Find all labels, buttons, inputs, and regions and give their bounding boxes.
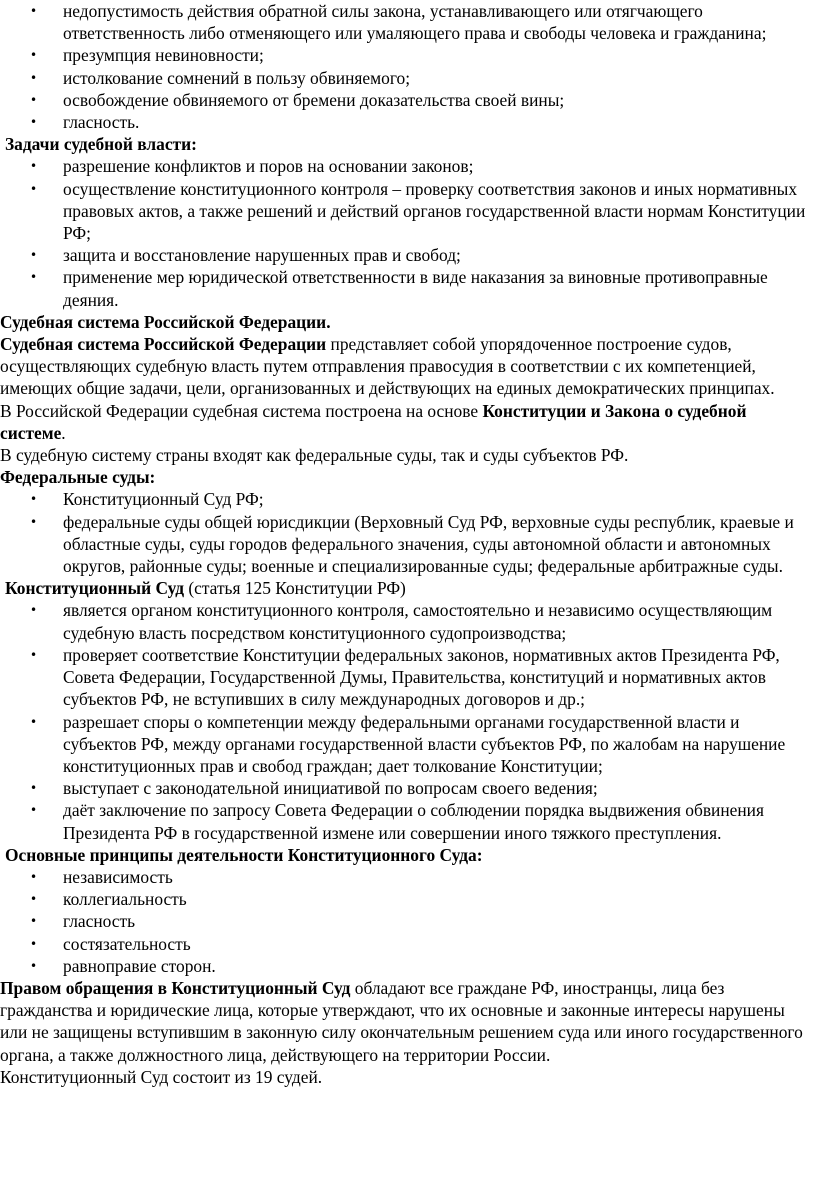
const-court-heading xyxy=(0,577,816,599)
tasks-list xyxy=(0,155,816,310)
list-item: • состязательность xyxy=(0,933,816,955)
list-item: • разрешает споры о компетенции между федеральными органами государственной власти и субъектов РФ, между органами государственной власти субъектов РФ, по жалобам на нарушение конституционных прав и свобод граждан; дает толкование Конституции; xyxy=(0,711,816,778)
list-item: • федеральные суды общей юрисдикции (Верховный Суд РФ, верховные суды республик, краевые и областные суды, суды городов федерального значения, суды автономной области и автономных округов, районные суды; военные и специализированные суды; федеральные арбитражные суды. xyxy=(0,511,816,578)
list-item: • выступает с законодательной инициативой по вопросам своего ведения; xyxy=(0,777,816,799)
list-item: • независимость xyxy=(0,866,816,888)
appeal-paragraph xyxy=(0,977,816,1066)
list-item: • Конституционный Суд РФ; xyxy=(0,488,816,510)
system-text: представляет собой упорядоченное построение судов, осуществляющих судебную власть путем отправления правосудия в соответствии с их компетенцией, имеющих общие задачи, цели, организованных и действующих на единых демократических принципах. xyxy=(0,334,775,399)
federal-heading: Федеральные суды: xyxy=(0,467,156,488)
principles-list xyxy=(0,866,816,977)
principles-list-top xyxy=(0,0,816,133)
list-item: • осуществление конституционного контроля – проверку соответствия законов и иных нормативных правовых актов, а также решений и действий органов государственной власти нормам Конституции РФ; xyxy=(0,178,816,245)
list-item: • разрешение конфликтов и поров на основании законов; xyxy=(0,155,816,177)
system-heading: Судебная система Российской Федерации. xyxy=(0,311,331,332)
list-item: • гласность. xyxy=(0,111,816,133)
system-paragraph xyxy=(0,333,816,400)
list-item: • гласность xyxy=(0,910,816,932)
principles-heading: Основные принципы деятельности Конституционного Суда: xyxy=(5,844,483,865)
list-item: • освобождение обвиняемого от бремени доказательства своей вины; xyxy=(0,89,816,111)
final-paragraph: Конституционный Суд состоит из 19 судей. xyxy=(0,1066,323,1087)
appeal-text: обладают все граждане РФ, иностранцы, лица без гражданства и юридические лица, которые утверждают, что их основные и законные интересы нарушены или не защищены вступившим в законную силу окончательным решением суда или иного государственного органа, а также должностного лица, действующего на территории России. xyxy=(0,977,803,1065)
list-item: • является органом конституционного контроля, самостоятельно и независимо осуществляющим судебную власть посредством конституционного судопроизводства; xyxy=(0,599,816,643)
basis-text: В Российской Федерации судебная система построена на основе xyxy=(0,400,483,421)
system-term: Судебная система Российской Федерации xyxy=(0,334,327,355)
list-item: • презумпция невиновности; xyxy=(0,44,816,66)
list-item: • защита и восстановление нарушенных прав и свобод; xyxy=(0,244,816,266)
list-item: • недопустимость действия обратной силы закона, устанавливающего или отягчающего ответственность либо отменяющего или умаляющего права и свободы человека и гражданина; xyxy=(0,0,816,44)
basis-end: . xyxy=(61,422,66,443)
list-item: • применение мер юридической ответственности в виде наказания за виновные противоправные деяния. xyxy=(0,266,816,310)
tasks-heading: Задачи судебной власти: xyxy=(5,134,197,155)
list-item: • равноправие сторон. xyxy=(0,955,816,977)
const-court-ref: (статья 125 Конституции РФ) xyxy=(184,578,406,599)
list-item: • даёт заключение по запросу Совета Федерации о соблюдении порядка выдвижения обвинения Президента РФ в государственной измене или совершении иного тяжкого преступления. xyxy=(0,799,816,843)
list-item: • проверяет соответствие Конституции федеральных законов, нормативных актов Президента РФ, Совета Федерации, Государственной Думы, Правительства, конституций и нормативных актов субъектов РФ, не вступивших в силу международных договоров и др.; xyxy=(0,644,816,711)
federal-paragraph: В судебную систему страны входят как федеральные суды, так и суды субъектов РФ. xyxy=(0,445,629,466)
const-court-term: Конституционный Суд xyxy=(5,578,184,599)
list-item: • истолкование сомнений в пользу обвиняемого; xyxy=(0,67,816,89)
list-item: • коллегиальность xyxy=(0,888,816,910)
federal-courts-list xyxy=(0,488,816,577)
appeal-term: Правом обращения в Конституционный Суд xyxy=(0,977,351,998)
basis-paragraph xyxy=(0,400,816,444)
const-court-list xyxy=(0,599,816,843)
basis-term: Конституции и Закона о судебной системе xyxy=(0,400,747,443)
